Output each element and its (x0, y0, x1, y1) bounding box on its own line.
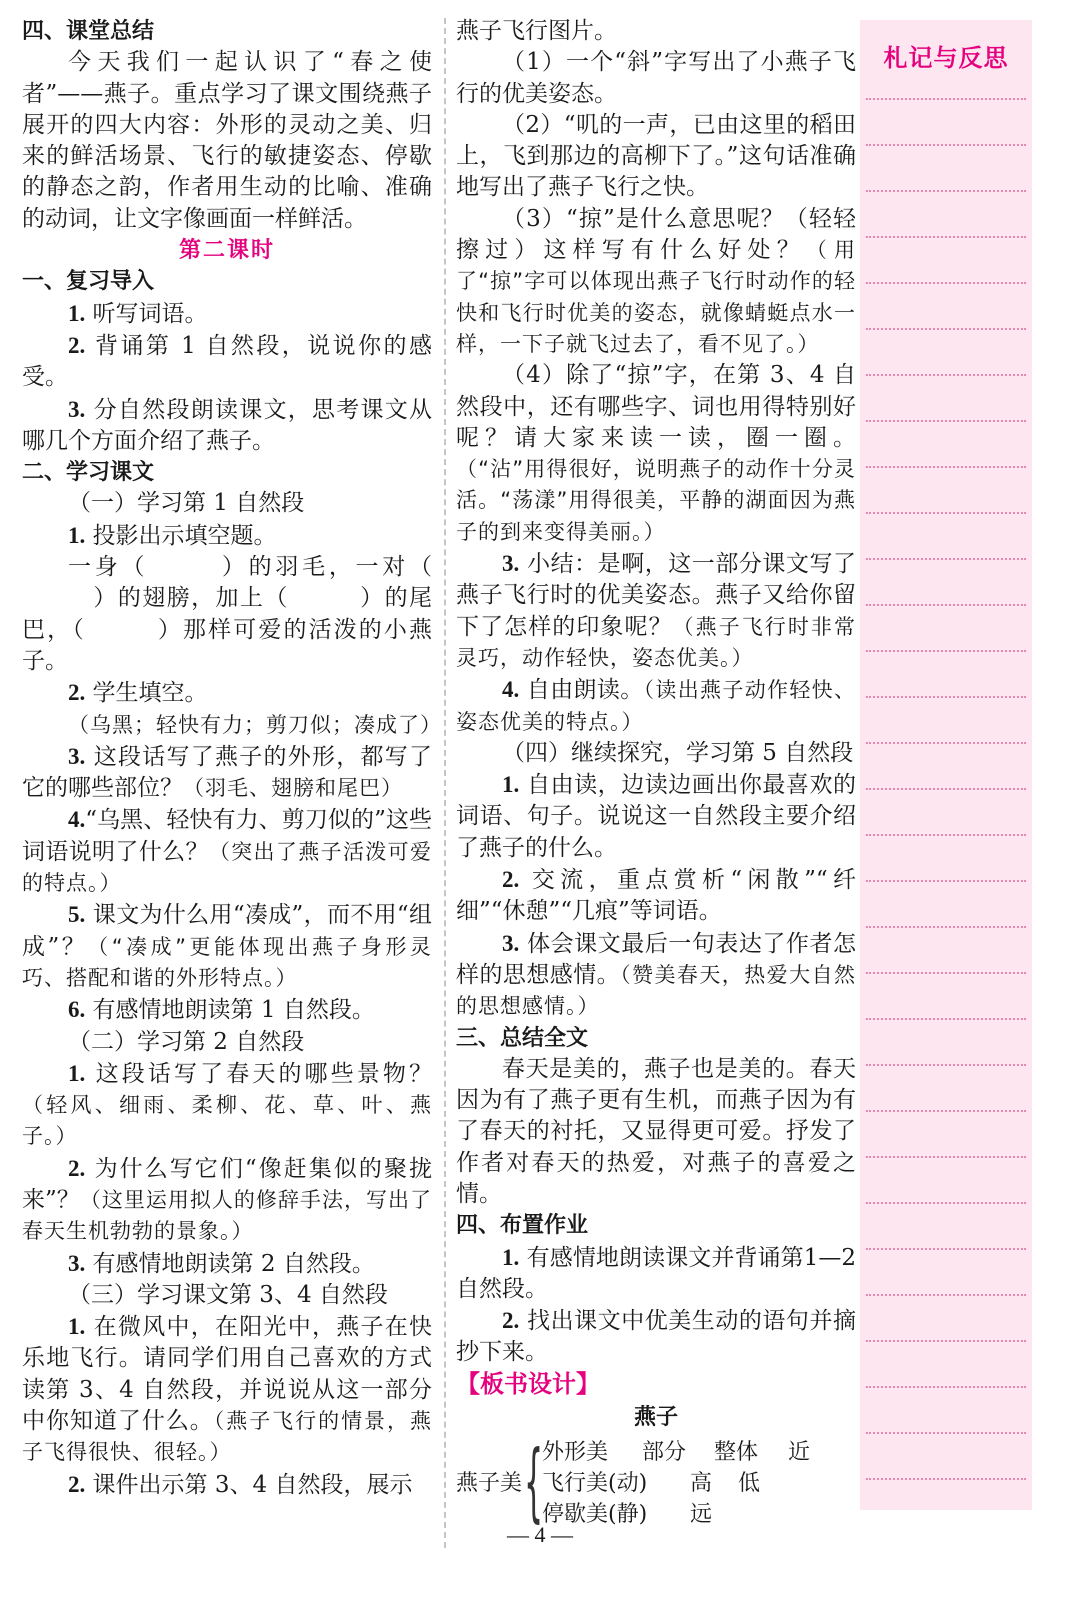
ruled-line (866, 834, 1026, 836)
item-number: 5. (68, 902, 86, 928)
section-heading: 二、学习课文 (22, 460, 155, 486)
paragraph (22, 804, 432, 899)
board-cell: 远 (690, 1502, 713, 1528)
paragraph-text: 有感情地朗读课文并背诵第1—2自然段。 (456, 1244, 856, 1302)
board-left-label: 燕子美 (456, 1471, 523, 1497)
answer-text: （赞美春天，热爱大自然的思想感情。） (456, 962, 857, 1019)
board-cell: 部分 (642, 1440, 687, 1466)
ruled-line (866, 144, 1026, 146)
answer-text: （这里运用拟人的修辞手法，写出了春天生机勃勃的景象。） (22, 1187, 433, 1244)
board-design-label: 【板书设计】 (456, 1369, 600, 1398)
column-divider (444, 18, 446, 1548)
paragraph (22, 1280, 432, 1311)
brace-icon: { (524, 1432, 544, 1533)
item-number: 1. (502, 772, 520, 798)
fill-text: ）的羽毛，一对（ (218, 554, 433, 581)
item-number: 2. (68, 680, 86, 706)
board-cell: 近 (788, 1440, 811, 1466)
paragraph (456, 47, 856, 110)
item-number: 3. (502, 930, 520, 956)
paragraph (456, 110, 856, 204)
paragraph (22, 994, 432, 1026)
ruled-line (866, 1248, 1026, 1250)
ruled-line (866, 1294, 1026, 1296)
paragraph-text: 今天我们一起认识了“春之使者”——燕子。重点学习了课文围绕燕子展开的四大内容：外形的灵动之美、归来的鲜活场景、飞行的敏捷姿态、停歇的静态之韵，作者用生动的比喻、准确的动词，让文字像画面一样鲜活。 (22, 49, 432, 232)
ruled-line (866, 972, 1026, 974)
paragraph (456, 1305, 856, 1369)
paragraph-text: “乌黑、轻快有力、剪刀似的”这些词语说明了什么？ (22, 807, 432, 865)
paragraph (456, 769, 856, 864)
item-number: 3. (68, 743, 86, 769)
paragraph (456, 674, 856, 738)
paragraph-text: 体会课文最后一句表达了作者怎样的思想感情。 (456, 930, 856, 988)
ruled-line (866, 1156, 1026, 1158)
item-number: 2. (68, 332, 86, 358)
fill-text: ）那样可爱的活泼的小燕子。 (22, 616, 433, 674)
paragraph (456, 360, 856, 548)
ruled-line (866, 466, 1026, 468)
paragraph (456, 548, 856, 674)
item-number: 2. (502, 1308, 520, 1334)
right-column (456, 16, 856, 1533)
paragraph (22, 488, 432, 519)
paragraph (22, 899, 432, 994)
answer-text: （读出燕子动作轻快、姿态优美的特点。） (456, 678, 857, 734)
paragraph (22, 520, 432, 552)
answer-text: （燕子飞行的情景，燕子飞得很快、很轻。） (22, 1409, 433, 1465)
paragraph (456, 1242, 856, 1306)
ruled-line (866, 1478, 1026, 1480)
paragraph-text: 小结：是啊，这一部分课文写了燕子飞行时的优美姿态。燕子又给你留下了怎样的印象呢？ (456, 551, 856, 640)
page-number: — 4 — (507, 1522, 573, 1547)
paragraph-text: （三）学习课文第 3、4 自然段 (68, 1281, 388, 1308)
paragraph-text: 听写词语。 (85, 300, 208, 327)
paragraph-text: （一）学习第 1 自然段 (68, 490, 305, 517)
notes-title: 札记与反思 (883, 44, 1009, 72)
paragraph-text: （2）“叽的一声，已由这里的稻田上，飞到那边的高柳下了。”这句话准确地写出了燕子飞行之快。 (456, 111, 856, 201)
section-heading: 一、复习导入 (22, 269, 155, 295)
ruled-line (866, 788, 1026, 790)
paragraph-text: 为什么写它们“像赶集似的聚拢来”？ (22, 1155, 432, 1213)
board-title: 燕子 (633, 1405, 678, 1431)
ruled-line (866, 926, 1026, 928)
ruled-line (866, 558, 1026, 560)
board-cell: 高 (690, 1471, 713, 1497)
left-column (22, 16, 442, 1501)
ruled-line (866, 1064, 1026, 1066)
paragraph-text: 找出课文中优美生动的语句并摘抄下来。 (456, 1308, 856, 1366)
paragraph (456, 16, 856, 47)
paragraph-text: 自由朗读。 (519, 677, 644, 704)
answer-text: （乌黑；轻快有力；剪刀似；凑成了） (68, 712, 442, 737)
paragraph-text: （二）学习第 2 自然段 (68, 1028, 305, 1055)
fill-blank-exercise (22, 552, 432, 677)
paragraph-text: 春天是美的，燕子也是美的。春天因为有了燕子更有生机，而燕子因为有了春天的衬托，又显得更可爱。抒发了作者对春天的热爱，对燕子的喜爱之情。 (456, 1055, 856, 1207)
paragraph (22, 677, 432, 709)
paragraph (22, 1058, 432, 1153)
section-heading: 三、总结全文 (456, 1025, 589, 1051)
ruled-line (866, 98, 1026, 100)
ruled-line (866, 1202, 1026, 1204)
paragraph-text: （四）继续探究，学习第 5 自然段 (502, 739, 854, 766)
item-number: 1. (68, 522, 86, 548)
ruled-line (866, 880, 1026, 882)
ruled-line (866, 650, 1026, 652)
ruled-line (866, 1110, 1026, 1112)
paragraph (22, 741, 432, 805)
paragraph-text: 交流，重点赏析“闲散”“纤细”“休憩”“几痕”等词语。 (456, 867, 856, 925)
item-number: 2. (502, 867, 520, 893)
board-cell: 低 (738, 1471, 761, 1497)
paragraph (456, 928, 856, 1023)
paragraph-text: 这段话写了燕子的外形，都写了它的哪些部位？ (22, 743, 432, 802)
item-number: 6. (68, 997, 86, 1023)
paragraph (22, 394, 432, 458)
ruled-line (866, 1386, 1026, 1388)
paragraph-text: 有感情地朗读第 1 自然段。 (85, 997, 375, 1024)
item-number: 4. (68, 807, 86, 833)
paragraph-text: 课文为什么用“凑成”，而不用“组成”？ (22, 902, 432, 960)
paragraph (22, 710, 442, 741)
board-cell: 整体 (714, 1440, 759, 1466)
item-number: 4. (502, 677, 520, 703)
paragraph-text: 自由读，边读边画出你最喜欢的词语、句子。说说这一自然段主要介绍了燕子的什么。 (456, 772, 856, 861)
ruled-line (866, 282, 1026, 284)
paragraph (22, 1311, 432, 1468)
paragraph (456, 204, 856, 360)
paragraph (22, 47, 432, 235)
paragraph (22, 298, 432, 330)
item-number: 3. (68, 1250, 86, 1276)
ruled-line (866, 604, 1026, 606)
fill-text: ）的尾巴，（ (22, 585, 433, 643)
paragraph-text: 投影出示填空题。 (85, 522, 277, 549)
lesson-heading: 第二课时 (178, 238, 275, 264)
paragraph-text: （4）除了“掠”字，在第 3、4 自然段中，还有哪些字、词也用得特别好呢？请大家来读一读，圈一圈。 (456, 362, 856, 451)
item-number: 1. (68, 1314, 86, 1340)
answer-text: （燕子飞行时非常灵巧，动作轻快，姿态优美。） (456, 614, 856, 670)
item-number: 2. (68, 1471, 86, 1497)
ruled-line (866, 512, 1026, 514)
paragraph (22, 1153, 432, 1248)
paragraph-text: 这段话写了春天的哪些景物？ (85, 1060, 432, 1087)
board-cell: 停歇美(静) (542, 1502, 648, 1528)
item-number: 3. (68, 396, 86, 422)
item-number: 3. (502, 551, 520, 577)
item-number: 2. (68, 1155, 86, 1181)
paragraph (22, 1469, 432, 1501)
ruled-line (866, 1340, 1026, 1342)
answer-text: （突出了燕子活泼可爱的特点。） (22, 839, 433, 896)
board-cell: 外形美 (542, 1440, 609, 1466)
paragraph (22, 1027, 432, 1058)
item-number: 1. (68, 1060, 86, 1086)
paragraph (456, 738, 856, 769)
paragraph (456, 864, 856, 928)
ruled-line (866, 374, 1026, 376)
paragraph (456, 1054, 856, 1210)
paragraph-text: 分自然段朗读课文，思考课文从哪几个方面介绍了燕子。 (22, 396, 432, 454)
answer-text: （“凑成”更能体现出燕子身形灵巧、搭配和谐的外形特点。） (22, 934, 432, 990)
board-design (456, 1433, 856, 1533)
ruled-line (866, 190, 1026, 192)
paragraph-text: 学生填空。 (85, 680, 208, 707)
section-heading: 四、布置作业 (456, 1213, 589, 1239)
ruled-line (866, 420, 1026, 422)
ruled-line (866, 1018, 1026, 1020)
paragraph-text: 课件出示第 3、4 自然段，展示 (85, 1471, 413, 1498)
paragraph-text: 背诵第 1 自然段，说说你的感受。 (22, 332, 432, 391)
paragraph-text: （3）“掠”是什么意思呢？（轻轻擦过）这样写有什么好处？ (456, 205, 856, 264)
board-cell: 飞行美(动) (542, 1471, 648, 1497)
ruled-line (866, 236, 1026, 238)
answer-text: （用了“掠”字可以体现出燕子飞行时动作的轻快和飞行时优美的姿态，就像蜻蜓点水一样，一下子就飞过去了，看不见了。） (456, 238, 857, 356)
ruled-line (866, 328, 1026, 330)
paragraph-text: 有感情地朗读第 2 自然段。 (85, 1250, 375, 1277)
paragraph-text: 燕子飞行图片。 (456, 18, 617, 44)
paragraph (22, 1248, 432, 1280)
fill-text: 一身（ (68, 554, 149, 581)
section-heading: 四、课堂总结 (22, 19, 155, 44)
ruled-line (866, 1432, 1026, 1434)
paragraph-text: （1）一个“斜”字写出了小燕子飞行的优美姿态。 (456, 49, 856, 107)
item-number: 1. (502, 1244, 520, 1270)
item-number: 1. (68, 300, 86, 326)
paragraph-text: 在微风中，在阳光中，燕子在快乐地飞行。请同学们用自己喜欢的方式读第 3、4 自然段，并说说从这一部分中你知道了什么。 (22, 1314, 432, 1435)
fill-text: ）的翅膀，加上（ (92, 585, 289, 612)
answer-text: （羽毛、翅膀和尾巴） (183, 776, 403, 801)
notes-sidebar (860, 20, 1032, 1510)
answer-text: （“沾”用得很好，说明燕子的动作十分灵活。“荡漾”用得很美，平静的湖面因为燕子的到来变得美丽。） (456, 457, 856, 544)
ruled-line (866, 696, 1026, 698)
paragraph (22, 330, 432, 394)
ruled-line (866, 742, 1026, 744)
answer-text: （轻风、细雨、柔柳、花、草、叶、燕子。） (22, 1093, 432, 1149)
